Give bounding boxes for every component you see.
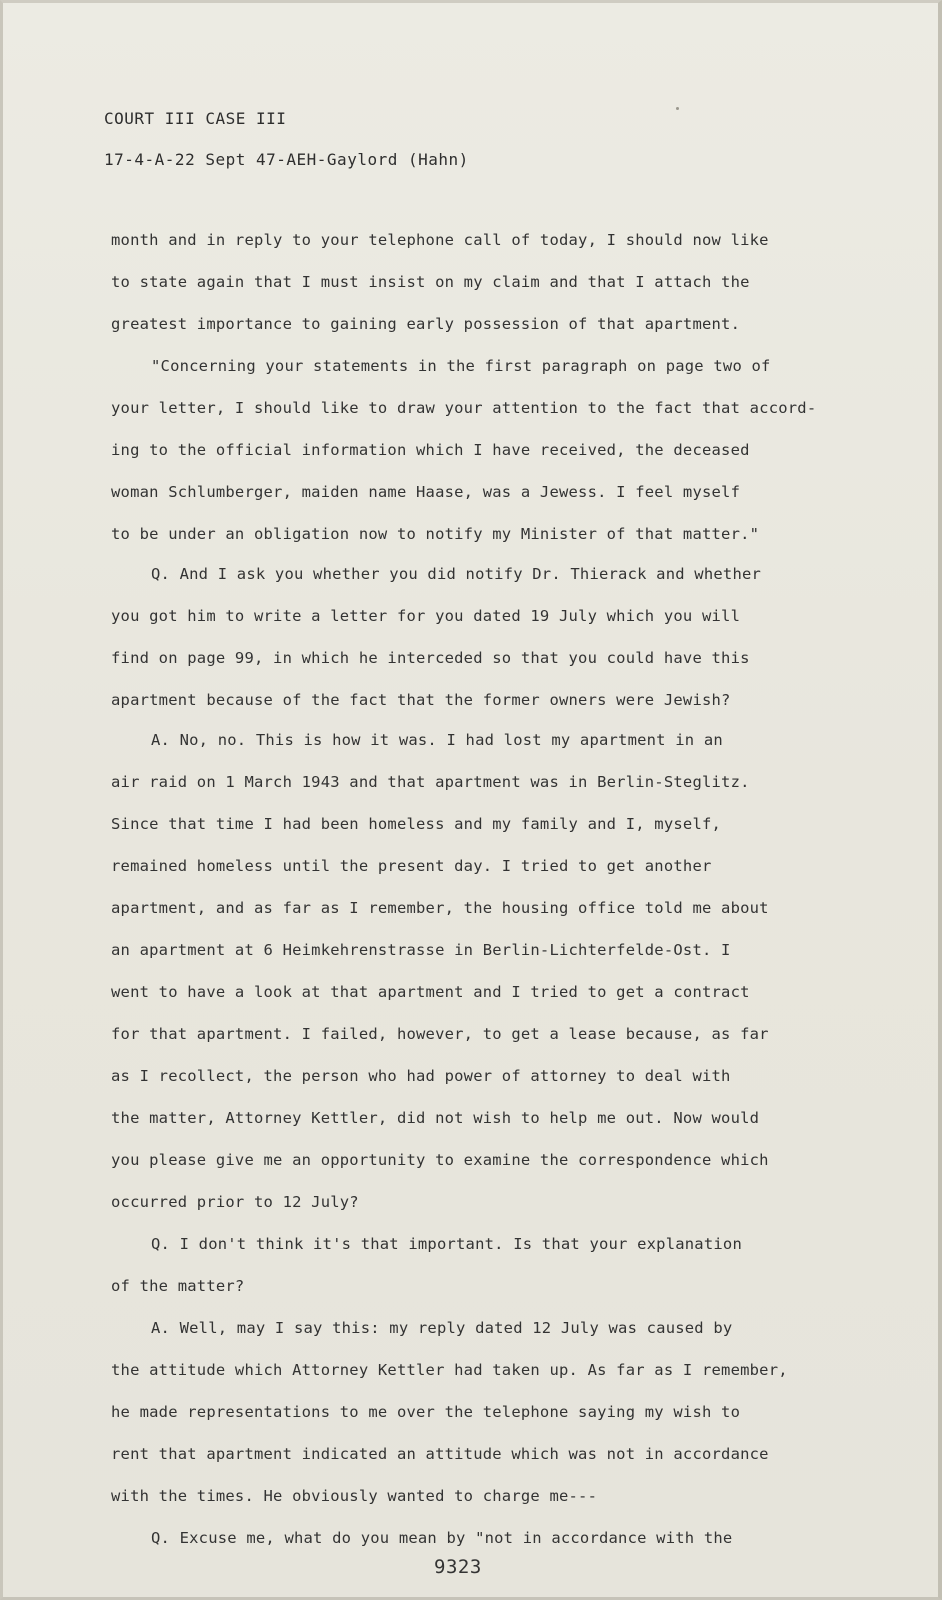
- text-line: your letter, I should like to draw your attention to the fact that accord-: [111, 399, 817, 417]
- text-line: rent that apartment indicated an attitude which was not in accordance: [111, 1445, 769, 1463]
- text-line: Q. Excuse me, what do you mean by "not in accordance with the: [151, 1529, 733, 1547]
- paper-speck: [676, 107, 679, 110]
- text-line: to be under an obligation now to notify my Minister of that matter.": [111, 525, 760, 543]
- text-line: "Concerning your statements in the first paragraph on page two of: [151, 357, 771, 375]
- text-line: you please give me an opportunity to examine the correspondence which: [111, 1151, 769, 1169]
- text-line: A. No, no. This is how it was. I had lost my apartment in an: [151, 731, 723, 749]
- text-line: Since that time I had been homeless and my family and I, myself,: [111, 815, 722, 833]
- text-line: you got him to write a letter for you dated 19 July which you will: [111, 607, 741, 625]
- text-line: for that apartment. I failed, however, to get a lease because, as far: [111, 1025, 769, 1043]
- text-line: ing to the official information which I have received, the deceased: [111, 441, 750, 459]
- text-line: an apartment at 6 Heimkehrenstrasse in Berlin-Lichterfelde-Ost. I: [111, 941, 731, 959]
- court-case-header: COURT III CASE III: [104, 109, 287, 128]
- text-line: greatest importance to gaining early possession of that apartment.: [111, 315, 741, 333]
- text-line: apartment, and as far as I remember, the housing office told me about: [111, 899, 769, 917]
- text-line: A. Well, may I say this: my reply dated 12 July was caused by: [151, 1319, 733, 1337]
- text-line: remained homeless until the present day. I tried to get another: [111, 857, 712, 875]
- text-line: woman Schlumberger, maiden name Haase, was a Jewess. I feel myself: [111, 483, 741, 501]
- text-line: the matter, Attorney Kettler, did not wish to help me out. Now would: [111, 1109, 760, 1127]
- text-line: with the times. He obviously wanted to charge me---: [111, 1487, 598, 1505]
- text-line: of the matter?: [111, 1277, 245, 1295]
- text-line: he made representations to me over the telephone saying my wish to: [111, 1403, 741, 1421]
- text-line: went to have a look at that apartment and I tried to get a contract: [111, 983, 750, 1001]
- page-number: 9323: [434, 1556, 482, 1578]
- text-line: to state again that I must insist on my claim and that I attach the: [111, 273, 750, 291]
- text-line: Q. I don't think it's that important. Is that your explanation: [151, 1235, 742, 1253]
- text-line: occurred prior to 12 July?: [111, 1193, 359, 1211]
- text-line: air raid on 1 March 1943 and that apartment was in Berlin-Steglitz.: [111, 773, 750, 791]
- text-line: apartment because of the fact that the former owners were Jewish?: [111, 691, 731, 709]
- text-line: Q. And I ask you whether you did notify Dr. Thierack and whether: [151, 565, 762, 583]
- session-header: 17-4-A-22 Sept 47-AEH-Gaylord (Hahn): [104, 150, 469, 169]
- text-line: month and in reply to your telephone call of today, I should now like: [111, 231, 769, 249]
- text-line: as I recollect, the person who had power of attorney to deal with: [111, 1067, 731, 1085]
- text-line: find on page 99, in which he interceded so that you could have this: [111, 649, 750, 667]
- text-line: the attitude which Attorney Kettler had taken up. As far as I remember,: [111, 1361, 788, 1379]
